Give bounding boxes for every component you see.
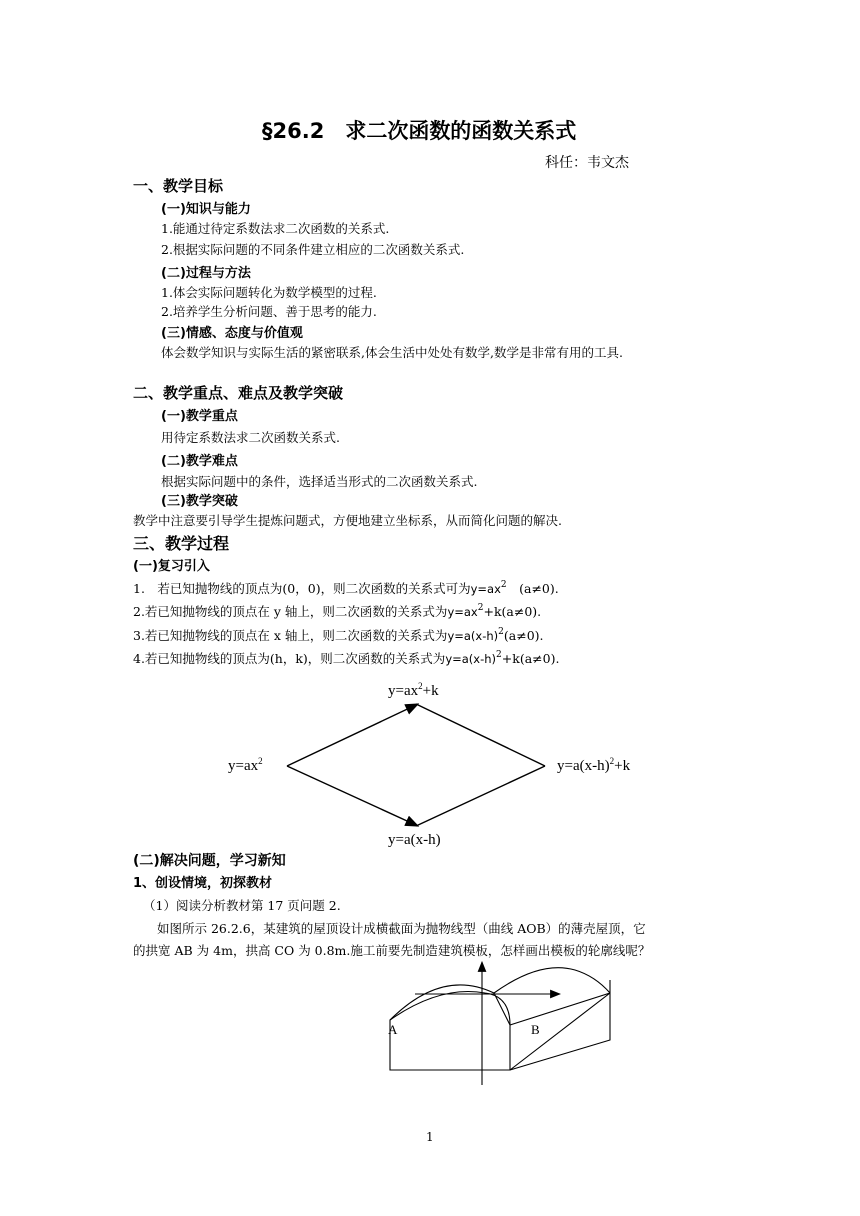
text-line: 1.能通过待定系数法求二次函数的关系式.	[161, 221, 390, 236]
review-line-1: 1. 若已知抛物线的顶点为(0，0)，则二次函数的关系式可为$y=ax^2$ (a≠0).	[133, 580, 559, 596]
subheading-breakthrough: (三)教学突破	[161, 494, 238, 509]
text-line: 2.根据实际问题的不同条件建立相应的二次函数关系式.	[161, 242, 465, 257]
text-line: 教学中注意要引导学生提炼问题式，方便地建立坐标系，从而简化问题的解决.	[133, 513, 562, 528]
diagram-label-bottom: y=a(x-h)	[388, 832, 441, 848]
section-heading-process: 三、教学过程	[133, 534, 230, 553]
diagram-label-right: $y=a(x-h)^2+k$	[557, 756, 631, 774]
text-line: 1.体会实际问题转化为数学模型的过程.	[161, 285, 377, 300]
subheading-knowledge: (一)知识与能力	[161, 202, 251, 217]
subheading-review: (一)复习引入	[133, 559, 210, 574]
figure-label-b: B	[531, 1022, 540, 1037]
text-line: 根据实际问题中的条件，选择适当形式的二次函数关系式.	[161, 474, 478, 489]
review-line-4: 4.若已知抛物线的顶点为(h，k)，则二次函数的关系式为$y=a(x-h)^2+k(a\ne 0)$.	[133, 650, 560, 666]
review-line-3: 3.若已知抛物线的顶点在 x 轴上，则二次函数的关系式为$y=a(x-h)^2(a\ne 0)$.	[133, 627, 544, 643]
text-line: 如图所示 26.2.6，某建筑的屋顶设计成横截面为抛物线型（曲线 AOB）的薄壳屋顶，它	[157, 921, 646, 936]
subheading-process: (二)过程与方法	[161, 266, 251, 281]
text-line: 2.培养学生分析问题、善于思考的能力.	[161, 304, 377, 319]
subheading-new-knowledge: (二)解决问题，学习新知	[133, 853, 286, 869]
text-line: 的拱宽 AB 为 4m，拱高 CO 为 0.8m.施工前要先制造建筑模板，怎样画出模板的轮廓线呢？	[133, 943, 651, 958]
page-title: §26.2 求二次函数的函数关系式	[262, 119, 577, 143]
text-line: （1）阅读分析教材第 17 页问题 2.	[143, 898, 341, 913]
author: 科任：韦文杰	[545, 155, 629, 171]
section-heading-key-points: 二、教学重点、难点及教学突破	[133, 384, 344, 402]
text-line: 用待定系数法求二次函数关系式.	[161, 430, 340, 445]
section-heading-objectives: 一、教学目标	[133, 177, 224, 195]
subheading-focus: (一)教学重点	[161, 409, 238, 424]
review-line-2: 2.若已知抛物线的顶点在 y 轴上，则二次函数的关系式为$y=ax^2+k(a\ne 0)$.	[133, 603, 542, 619]
diagram-label-top: $y=ax^2+k$	[388, 681, 439, 699]
diagram-label-left: $y=ax^2$	[228, 756, 263, 774]
text-line: 体会数学知识与实际生活的紧密联系,体会生活中处处有数学,数学是非常有用的工具.	[161, 345, 623, 360]
subheading-scenario: 1、创设情境，初探教材	[133, 876, 273, 891]
subheading-values: (三)情感、态度与价值观	[161, 326, 303, 341]
page-number: 1	[426, 1130, 434, 1144]
figure-label-a: A	[388, 1022, 398, 1037]
subheading-difficulty: (二)教学难点	[161, 454, 238, 469]
